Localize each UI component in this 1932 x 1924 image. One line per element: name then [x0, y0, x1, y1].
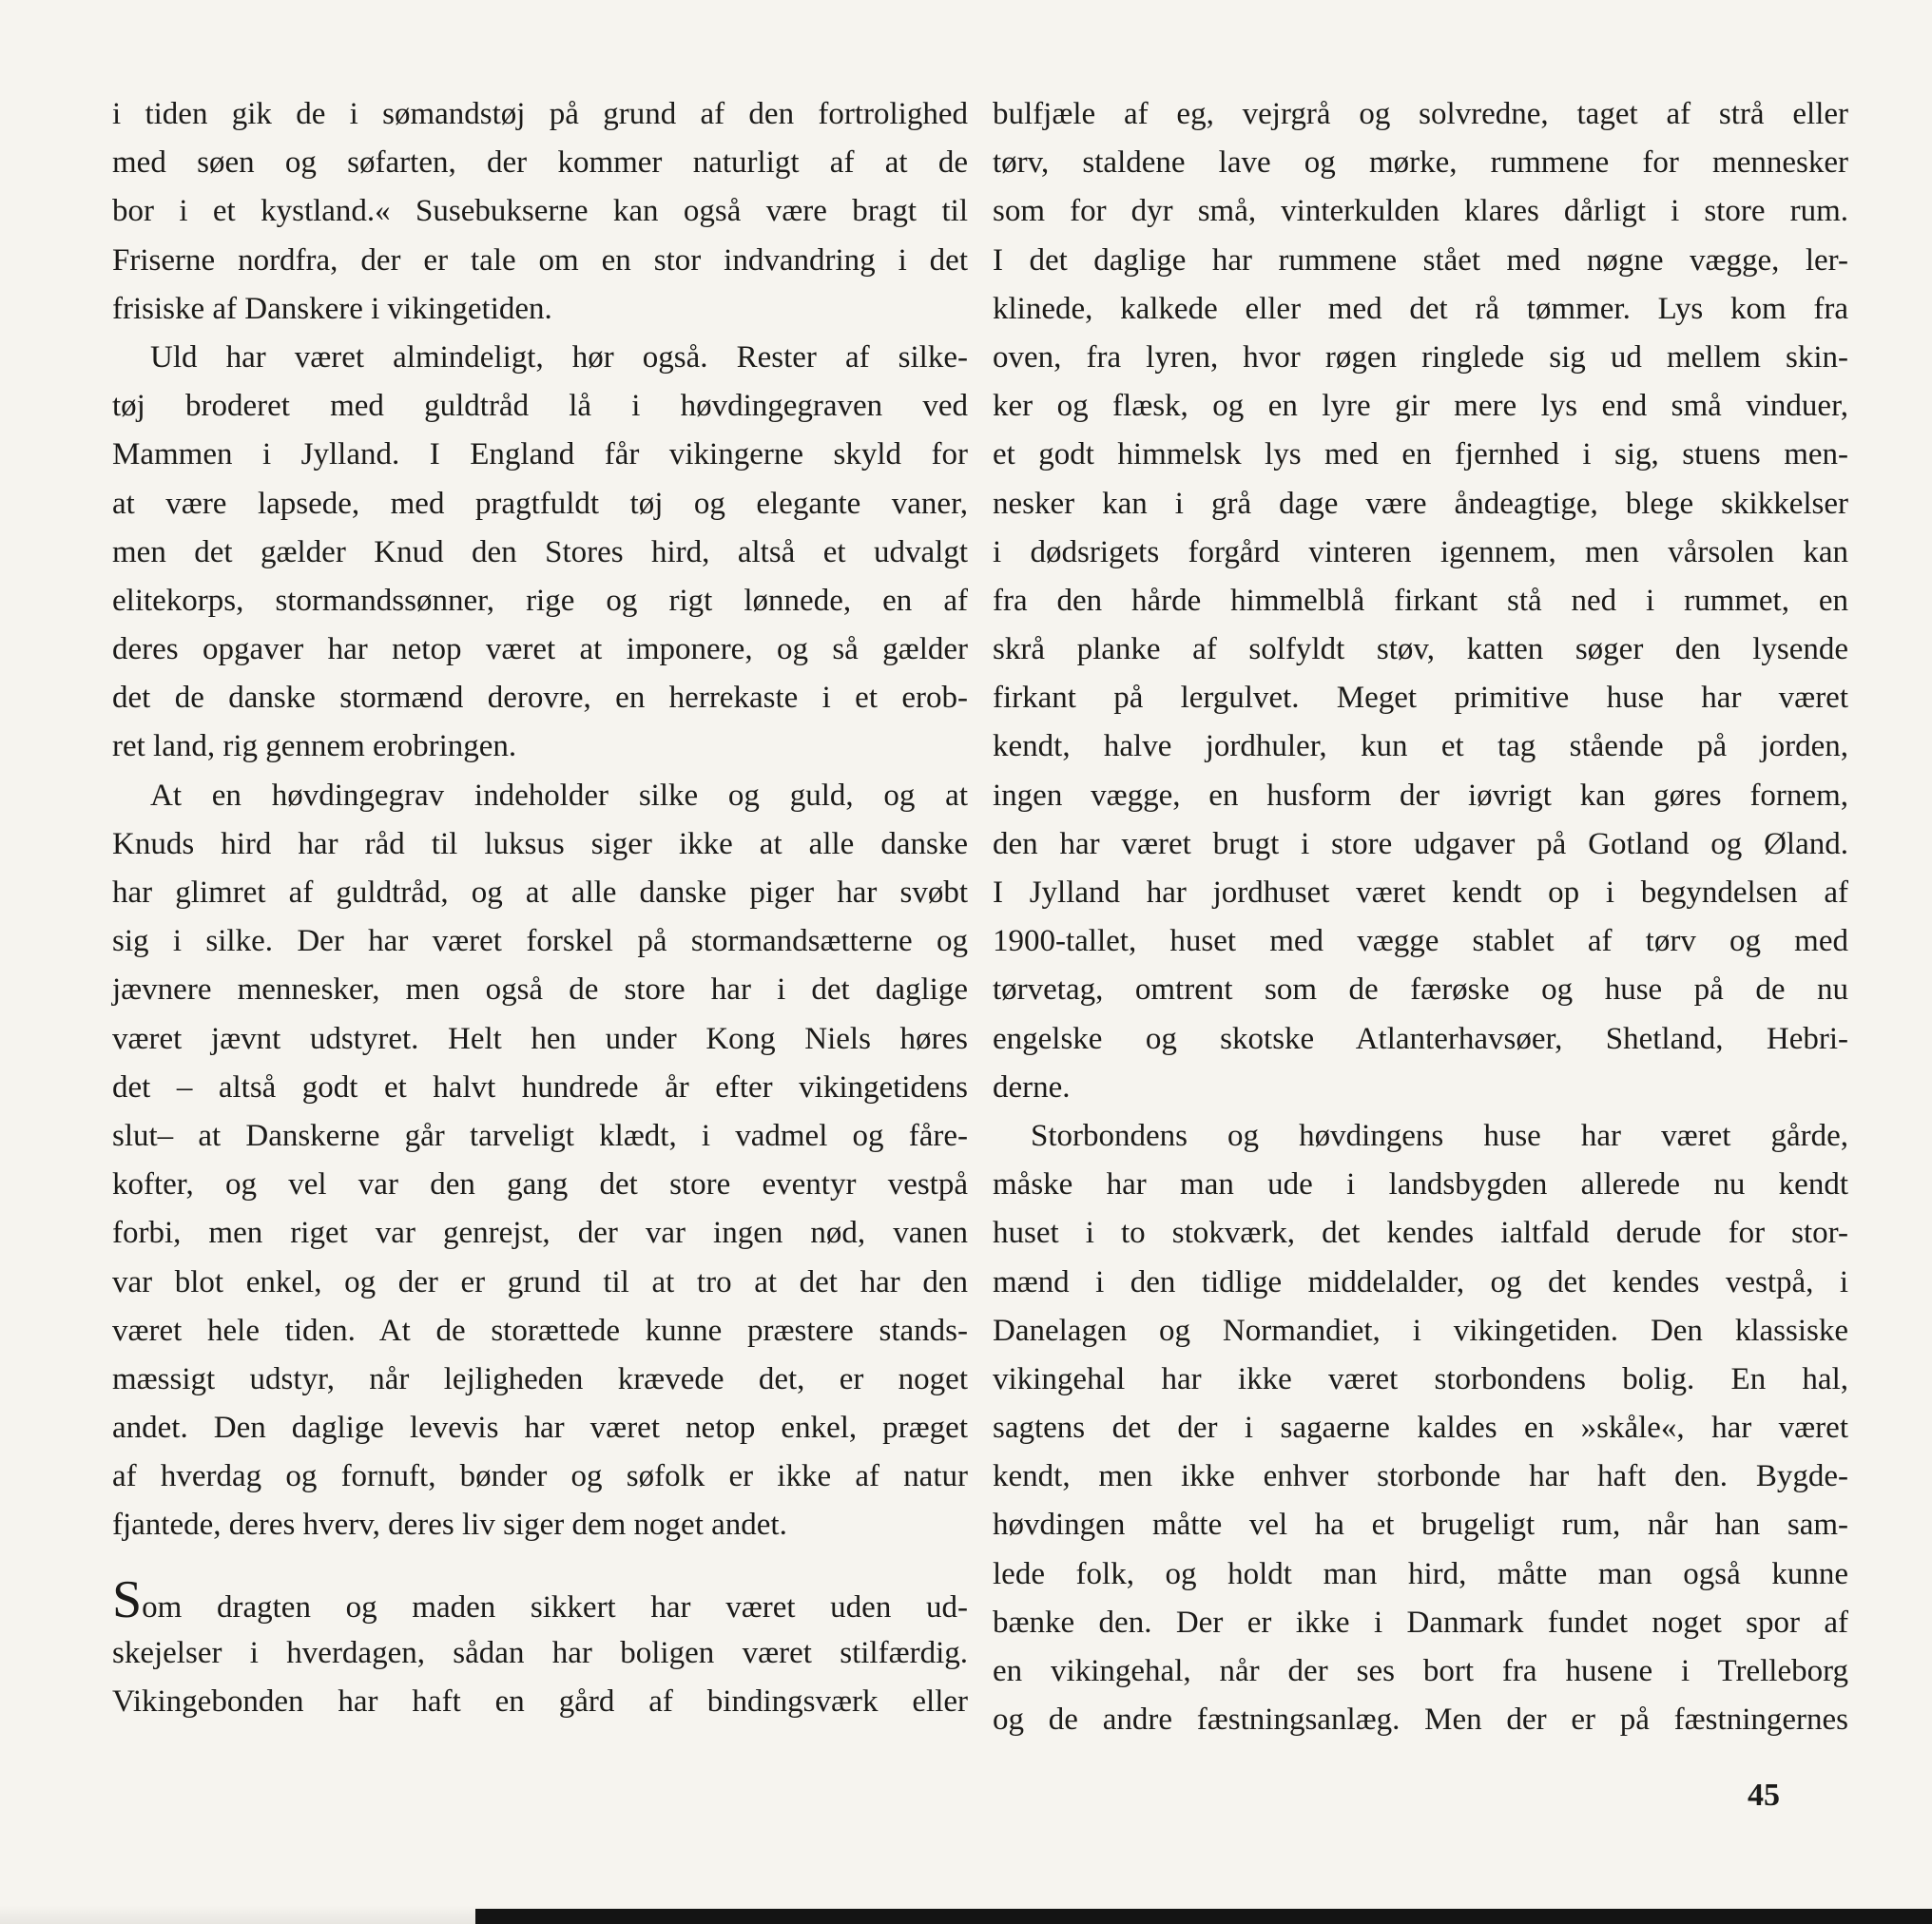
page-number: 45: [1748, 1778, 1780, 1813]
text-line: som for dyr små, vinterkulden klares dårligt i store rum.: [993, 194, 1848, 229]
text-line: At en høvdingegrav indeholder silke og guld, og at: [150, 778, 968, 813]
text-line: i dødsrigets forgård vinteren igennem, men vårsolen kan: [993, 534, 1848, 569]
text-line: ker og flæsk, og en lyre gir mere lys end små vinduer,: [993, 389, 1848, 424]
text-line: huset i to stokværk, det kendes ialtfald derude for stor-: [993, 1216, 1848, 1251]
text-line: i tiden gik de i sømandstøj på grund af den fortrolighed: [112, 97, 968, 131]
text-line: slut– at Danskerne går tarveligt klædt, i vadmel og fåre-: [112, 1118, 968, 1153]
text-line: skrå planke af solfyldt støv, katten søger den lysende: [993, 632, 1848, 667]
text-line: skejelser i hverdagen, sådan har boligen været stilfærdig.: [112, 1635, 968, 1670]
text-line: ingen vægge, en husform der iøvrigt kan gøres fornem,: [993, 778, 1848, 813]
text-line: kofter, og vel var den gang det store eventyr vestpå: [112, 1167, 968, 1202]
text-line: har glimret af guldtråd, og at alle danske piger har svøbt: [112, 875, 968, 910]
text-line: var blot enkel, og der er grund til at tro at det har den: [112, 1264, 968, 1299]
text-line: høvdingen måtte vel ha et brugeligt rum, når han sam-: [993, 1508, 1848, 1543]
text-line: fra den hårde himmelblå firkant stå ned i rummet, en: [993, 583, 1848, 618]
text-line: det – altså godt et halvt hundrede år efter vikingetidens: [112, 1069, 968, 1105]
text-line: firkant på lergulvet. Meget primitive huse har været: [993, 681, 1848, 716]
text-line: sagtens det der i sagaerne kaldes en »skåle«, har været: [993, 1411, 1848, 1446]
text-line: andet. Den daglige levevis har været netop enkel, præget: [112, 1411, 968, 1446]
text-line: elitekorps, stormandssønner, rige og rigt lønnede, en af: [112, 583, 968, 618]
text-line: og de andre fæstningsanlæg. Men der er på fæstningernes: [993, 1703, 1848, 1738]
text-line: fjantede, deres hverv, deres liv siger dem noget andet.: [112, 1508, 787, 1543]
text-line: sig i silke. Der har været forskel på stormandsætterne og: [112, 924, 968, 959]
text-line: den har været brugt i store udgaver på Gotland og Øland.: [993, 826, 1848, 861]
text-line: I det daglige har rummene stået med nøgne vægge, ler-: [993, 242, 1848, 278]
text-line: været jævnt udstyret. Helt hen under Kong Niels høres: [112, 1021, 968, 1056]
text-line: men det gælder Knud den Stores hird, altså et udvalgt: [112, 534, 968, 569]
text-line: ret land, rig gennem erobringen.: [112, 729, 517, 764]
text-line: I Jylland har jordhuset været kendt op i begyndelsen af: [993, 875, 1848, 910]
text-line: måske har man ude i landsbygden allerede nu kendt: [993, 1167, 1848, 1202]
text-line: deres opgaver har netop været at imponere, og så gælder: [112, 632, 968, 667]
text-line: tøj broderet med guldtråd lå i høvdingegraven ved: [112, 389, 968, 424]
initial-letter: S: [112, 1569, 143, 1629]
text-line: mæssigt udstyr, når lejligheden krævede det, er noget: [112, 1361, 968, 1396]
text-line: oven, fra lyren, hvor røgen ringlede sig ud mellem skin-: [993, 339, 1848, 375]
text-line: jævnere mennesker, men også de store har i det daglige: [112, 972, 968, 1008]
text-line: Vikingebonden har haft en gård af bindingsværk eller: [112, 1684, 968, 1719]
text-line: 1900-tallet, huset med vægge stablet af tørv og med: [993, 924, 1848, 959]
text-line-rest: om dragten og maden sikkert har været uden ud-: [142, 1589, 968, 1625]
text-line: af hverdag og fornuft, bønder og søfolk er ikke af natur: [112, 1459, 968, 1494]
book-edge-strip: [475, 1909, 1932, 1924]
text-line: lede folk, og holdt man hird, måtte man også kunne: [993, 1556, 1848, 1591]
text-line: derne.: [993, 1069, 1071, 1105]
text-line: Uld har været almindeligt, hør også. Rester af silke-: [150, 339, 968, 375]
text-line: Storbondens og høvdingens huse har været gårde,: [1031, 1118, 1848, 1153]
text-line: engelske og skotske Atlanterhavsøer, Shetland, Hebri-: [993, 1021, 1848, 1056]
text-line: kendt, halve jordhuler, kun et tag stående på jorden,: [993, 729, 1848, 764]
section-gap: [112, 1550, 968, 1581]
text-line: nesker kan i grå dage være åndeagtige, blege skikkelser: [993, 486, 1848, 521]
text-line: bulfjæle af eg, vejrgrå og solvredne, taget af strå eller: [993, 97, 1848, 131]
right-text-column: [993, 90, 1848, 1744]
text-line: mænd i den tidlige middelalder, og det kendes vestpå, i: [993, 1264, 1848, 1299]
text-line: med søen og søfarten, der kommer naturligt af at de: [112, 145, 968, 181]
text-line: det de danske stormænd derovre, en herrekaste i et erob-: [112, 681, 968, 716]
text-line: tørvetag, omtrent som de færøske og huse på de nu: [993, 972, 1848, 1008]
text-line: tørv, staldene lave og mørke, rummene for mennesker: [993, 145, 1848, 181]
text-line: en vikingehal, når der ses bort fra husene i Trelleborg: [993, 1654, 1848, 1688]
text-line: Mammen i Jylland. I England får vikingerne skyld for: [112, 437, 968, 472]
text-line: vikingehal har ikke været storbondens bolig. En hal,: [993, 1361, 1848, 1396]
text-line: forbi, men riget var genrejst, der var ingen nød, vanen: [112, 1216, 968, 1251]
text-line: at være lapsede, med pragtfuldt tøj og elegante vaner,: [112, 486, 968, 521]
left-text-column: [112, 90, 968, 1726]
text-line: Friserne nordfra, der er tale om en stor indvandring i det: [112, 242, 968, 278]
text-line: været hele tiden. At de storættede kunne præstere stands-: [112, 1313, 968, 1348]
text-line: bænke den. Der er ikke i Danmark fundet noget spor af: [993, 1605, 1848, 1640]
text-line: kendt, men ikke enhver storbonde har haft den. Bygde-: [993, 1459, 1848, 1494]
text-line-with-initial: [112, 1569, 968, 1629]
text-line: frisiske af Danskere i vikingetiden.: [112, 291, 552, 326]
text-line: Knuds hird har råd til luksus siger ikke at alle danske: [112, 826, 968, 861]
text-line: bor i et kystland.« Susebukserne kan også være bragt til: [112, 194, 968, 229]
text-line: Danelagen og Normandiet, i vikingetiden. Den klassiske: [993, 1313, 1848, 1348]
text-line: et godt himmelsk lys med en fjernhed i sig, stuens men-: [993, 437, 1848, 472]
text-line: klinede, kalkede eller med det rå tømmer. Lys kom fra: [993, 291, 1848, 326]
